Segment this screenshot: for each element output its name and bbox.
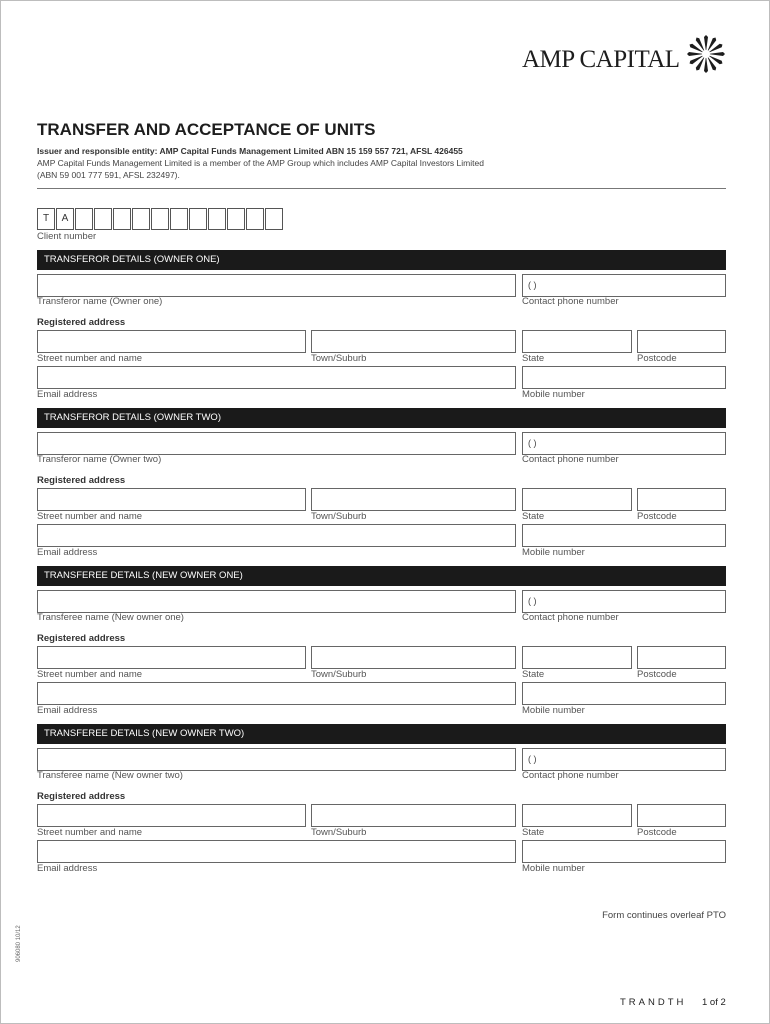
section-header: TRANSFEROR DETAILS (OWNER ONE): [37, 250, 726, 270]
street-label: Street number and name: [37, 353, 143, 364]
name-input[interactable]: [37, 590, 516, 613]
owner-section: [0, 566, 770, 724]
street-input[interactable]: [37, 804, 306, 827]
name-label: Transferor name (Owner one): [37, 296, 163, 307]
town-input[interactable]: [311, 330, 516, 353]
registered-address-label: Registered address: [37, 317, 126, 328]
state-input[interactable]: [522, 646, 632, 669]
owner-section: [0, 724, 770, 882]
client-number-box[interactable]: T: [37, 208, 55, 230]
registered-address-label: Registered address: [37, 633, 126, 644]
form-title: TRANSFER AND ACCEPTANCE OF UNITS: [37, 120, 376, 139]
email-label: Email address: [37, 389, 98, 400]
town-input[interactable]: [311, 488, 516, 511]
client-number-box[interactable]: [151, 208, 169, 230]
town-label: Town/Suburb: [311, 827, 367, 838]
header-divider: [37, 188, 726, 189]
state-label: State: [522, 511, 545, 522]
street-label: Street number and name: [37, 669, 143, 680]
issuer-statement: Issuer and responsible entity: AMP Capital Funds Management Limited ABN 15 159 557 721, AFSL 426455: [37, 146, 463, 156]
contact-phone-label: Contact phone number: [522, 454, 619, 465]
street-label: Street number and name: [37, 827, 143, 838]
contact-phone-input[interactable]: [522, 432, 726, 455]
state-label: State: [522, 669, 545, 680]
town-input[interactable]: [311, 646, 516, 669]
email-input[interactable]: [37, 366, 516, 389]
postcode-label: Postcode: [637, 511, 677, 522]
name-label: Transferor name (Owner two): [37, 454, 162, 465]
owner-section: [0, 408, 770, 566]
street-input[interactable]: [37, 646, 306, 669]
form-code: TRANDTH: [620, 997, 687, 1008]
postcode-input[interactable]: [637, 804, 726, 827]
contact-phone-label: Contact phone number: [522, 612, 619, 623]
postcode-label: Postcode: [637, 827, 677, 838]
registered-address-label: Registered address: [37, 475, 126, 486]
town-label: Town/Suburb: [311, 511, 367, 522]
street-input[interactable]: [37, 330, 306, 353]
contact-phone-label: Contact phone number: [522, 770, 619, 781]
state-input[interactable]: [522, 804, 632, 827]
state-input[interactable]: [522, 330, 632, 353]
phone-prefix: ( ): [528, 280, 537, 290]
mobile-label: Mobile number: [522, 389, 585, 400]
street-input[interactable]: [37, 488, 306, 511]
contact-phone-input[interactable]: [522, 748, 726, 771]
client-number-box[interactable]: [94, 208, 112, 230]
side-form-code: 906080 10/12: [16, 925, 22, 962]
page-number: 1 of 2: [702, 997, 726, 1008]
town-label: Town/Suburb: [311, 669, 367, 680]
client-number-box[interactable]: [265, 208, 283, 230]
email-label: Email address: [37, 705, 98, 716]
starburst-logo-icon: [686, 34, 726, 74]
phone-prefix: ( ): [528, 438, 537, 448]
client-number-box[interactable]: [189, 208, 207, 230]
client-number-box[interactable]: [113, 208, 131, 230]
contact-phone-label: Contact phone number: [522, 296, 619, 307]
mobile-label: Mobile number: [522, 547, 585, 558]
client-number-box[interactable]: [75, 208, 93, 230]
mobile-label: Mobile number: [522, 863, 585, 874]
mobile-input[interactable]: [522, 366, 726, 389]
owner-section: [0, 250, 770, 408]
client-number-label: Client number: [37, 231, 97, 242]
state-label: State: [522, 353, 545, 364]
amp-capital-logo: [522, 34, 728, 76]
logo-text: AMP CAPITAL: [522, 46, 680, 73]
client-number-boxes: [37, 208, 284, 230]
town-label: Town/Suburb: [311, 353, 367, 364]
name-input[interactable]: [37, 432, 516, 455]
section-header: TRANSFEREE DETAILS (NEW OWNER ONE): [37, 566, 726, 586]
mobile-label: Mobile number: [522, 705, 585, 716]
town-input[interactable]: [311, 804, 516, 827]
mobile-input[interactable]: [522, 524, 726, 547]
section-header: TRANSFEROR DETAILS (OWNER TWO): [37, 408, 726, 428]
client-number-box[interactable]: A: [56, 208, 74, 230]
phone-prefix: ( ): [528, 754, 537, 764]
email-label: Email address: [37, 863, 98, 874]
postcode-label: Postcode: [637, 353, 677, 364]
client-number-box[interactable]: [170, 208, 188, 230]
phone-prefix: ( ): [528, 596, 537, 606]
state-input[interactable]: [522, 488, 632, 511]
contact-phone-input[interactable]: [522, 590, 726, 613]
street-label: Street number and name: [37, 511, 143, 522]
state-label: State: [522, 827, 545, 838]
mobile-input[interactable]: [522, 682, 726, 705]
member-abn: (ABN 59 001 777 591, AFSL 232497).: [37, 170, 180, 180]
client-number-box[interactable]: [208, 208, 226, 230]
registered-address-label: Registered address: [37, 791, 126, 802]
email-input[interactable]: [37, 524, 516, 547]
section-header: TRANSFEREE DETAILS (NEW OWNER TWO): [37, 724, 726, 744]
mobile-input[interactable]: [522, 840, 726, 863]
name-input[interactable]: [37, 748, 516, 771]
contact-phone-input[interactable]: [522, 274, 726, 297]
email-input[interactable]: [37, 682, 516, 705]
postcode-input[interactable]: [637, 646, 726, 669]
client-number-box[interactable]: [246, 208, 264, 230]
postcode-input[interactable]: [637, 488, 726, 511]
name-label: Transferee name (New owner two): [37, 770, 183, 781]
postcode-input[interactable]: [637, 330, 726, 353]
email-input[interactable]: [37, 840, 516, 863]
name-label: Transferee name (New owner one): [37, 612, 184, 623]
continues-overleaf: Form continues overleaf PTO: [602, 910, 726, 921]
postcode-label: Postcode: [637, 669, 677, 680]
name-input[interactable]: [37, 274, 516, 297]
email-label: Email address: [37, 547, 98, 558]
client-number-box[interactable]: [132, 208, 150, 230]
member-statement: AMP Capital Funds Management Limited is a member of the AMP Group which includes AMP Capital Investors Limited: [37, 158, 484, 168]
client-number-box[interactable]: [227, 208, 245, 230]
